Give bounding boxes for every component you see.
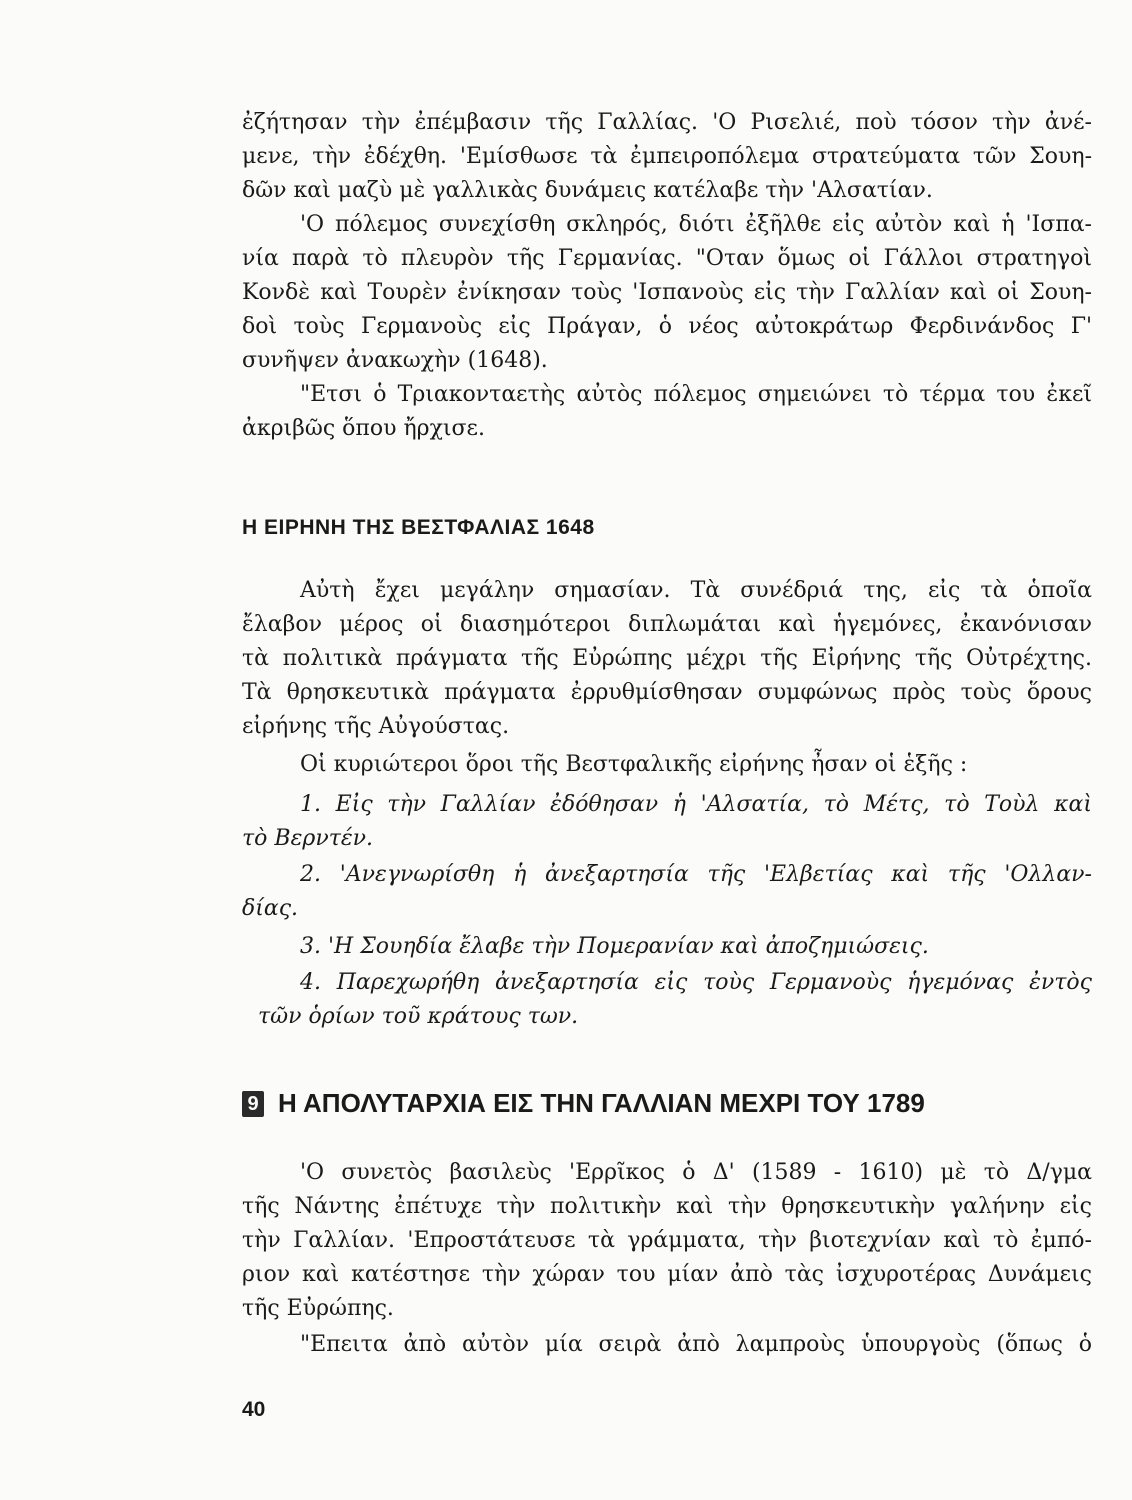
term-item: δίας. — [242, 896, 299, 921]
text-line: δῶν καὶ μαζὺ μὲ γαλλικὰς δυνάμεις κατέλαβε τὴν 'Αλσατίαν. — [242, 178, 933, 203]
text-line: Αὐτὴ ἔχει μεγάλην σημασίαν. Τὰ συνέδριά της, εἰς τὰ ὁποῖα — [300, 578, 1092, 603]
text-line: εἰρήνης τῆς Αὐγούστας. — [242, 714, 510, 739]
text-line: 'Ο πόλεμος συνεχίσθη σκληρός, διότι ἐξῆλθε εἰς αὐτὸν καὶ ἡ 'Ισπα- — [300, 212, 1092, 237]
term-item: τῶν ὁρίων τοῦ κράτους των. — [258, 1004, 579, 1029]
text-line: συνῆψεν ἀνακωχὴν (1648). — [242, 348, 548, 373]
text-line: Οἱ κυριώτεροι ὅροι τῆς Βεστφαλικῆς εἰρήνης ἦσαν οἱ ἑξῆς : — [300, 752, 968, 777]
text-line: Κονδὲ καὶ Τουρὲν ἐνίκησαν τοὺς 'Ισπανοὺς εἰς τὴν Γαλλίαν καὶ οἱ Σουη- — [242, 280, 1092, 305]
text-line: ἔλαβον μέρος οἱ διασημότεροι διπλωμάται καὶ ἡγεμόνες, ἐκανόνισαν — [242, 612, 1092, 637]
term-item: 4. Παρεχωρήθη ἀνεξαρτησία εἰς τοὺς Γερμανοὺς ἡγεμόνας ἐντὸς — [300, 970, 1092, 995]
text-line: τῆς Νάντης ἐπέτυχε τὴν πολιτικὴν καὶ τὴν θρησκευτικὴν γαλήνην εἰς — [242, 1194, 1092, 1219]
page-number: 40 — [242, 1398, 266, 1421]
section-title: Η ΑΠΟΛΥΤΑΡΧΙΑ ΕΙΣ ΤΗΝ ΓΑΛΛΙΑΝ ΜΕΧΡΙ ΤΟΥ 1789 — [278, 1088, 925, 1118]
text-line: 'Ο συνετὸς βασιλεὺς 'Ερρῖκος ὁ Δ' (1589 - 1610) μὲ τὸ Δ/γμα — [300, 1160, 1092, 1185]
text-line: "Επειτα ἀπὸ αὐτὸν μία σειρὰ ἀπὸ λαμπροὺς ὑπουργοὺς (ὅπως ὁ — [300, 1332, 1092, 1357]
text-line: "Ετσι ὁ Τριακονταετὴς αὐτὸς πόλεμος σημειώνει τὸ τέρμα του ἐκεῖ — [300, 382, 1092, 407]
text-line: νία παρὰ τὸ πλευρὸν τῆς Γερμανίας. "Οταν ὅμως οἱ Γάλλοι στρατηγοὶ — [242, 246, 1092, 271]
term-item: 3. 'Η Σουηδία ἔλαβε τὴν Πομερανίαν καὶ ἀποζημιώσεις. — [300, 934, 929, 959]
text-line: τὰ πολιτικὰ πράγματα τῆς Εὐρώπης μέχρι τῆς Εἰρήνης τῆς Οὐτρέχτης. — [242, 646, 1092, 671]
text-line: τὴν Γαλλίαν. 'Επροστάτευσε τὰ γράμματα, τὴν βιοτεχνίαν καὶ τὸ ἐμπό- — [242, 1228, 1092, 1253]
term-item: τὸ Βερντέν. — [242, 826, 374, 851]
text-line: μενε, τὴν ἐδέχθη. 'Εμίσθωσε τὰ ἐμπειροπόλεμα στρατεύματα τῶν Σουη- — [242, 144, 1092, 169]
section-heading-absolutism — [242, 1088, 925, 1119]
term-item: 2. 'Ανεγνωρίσθη ἡ ἀνεξαρτησία τῆς 'Ελβετίας καὶ τῆς 'Ολλαν- — [300, 862, 1092, 887]
term-item: 1. Εἰς τὴν Γαλλίαν ἐδόθησαν ἡ 'Αλσατία, τὸ Μέτς, τὸ Τοὺλ καὶ — [300, 792, 1092, 817]
text-line: Τὰ θρησκευτικὰ πράγματα ἐρρυθμίσθησαν συμφώνως πρὸς τοὺς ὅρους — [242, 680, 1092, 705]
text-line: ριον καὶ κατέστησε τὴν χώραν του μίαν ἀπὸ τὰς ἰσχυροτέρας Δυνάμεις — [242, 1262, 1092, 1287]
text-line: τῆς Εὐρώπης. — [242, 1296, 394, 1321]
text-line: δοὶ τοὺς Γερμανοὺς εἰς Πράγαν, ὁ νέος αὐτοκράτωρ Φερδινάνδος Γ' — [242, 314, 1092, 339]
section-number-badge: 9 — [242, 1091, 264, 1117]
text-line: ἐζήτησαν τὴν ἐπέμβασιν τῆς Γαλλίας. 'Ο Ρισελιέ, ποὺ τόσον τὴν ἀνέ- — [242, 110, 1092, 135]
section-heading-westphalia: Η ΕΙΡΗΝΗ ΤΗΣ ΒΕΣΤΦΑΛΙΑΣ 1648 — [242, 516, 595, 539]
text-line: ἀκριβῶς ὅπου ἤρχισε. — [242, 416, 485, 441]
